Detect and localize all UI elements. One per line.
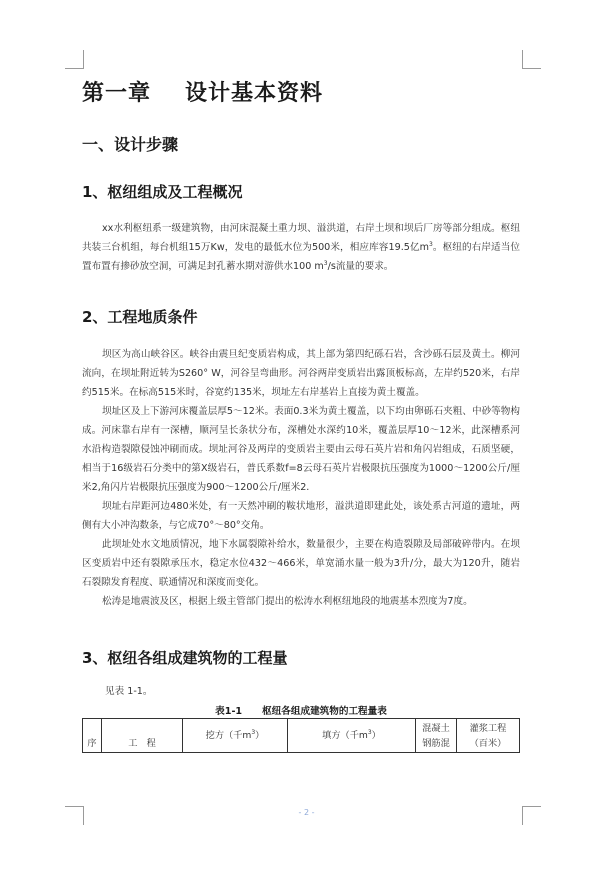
table-reference-note: 见表 1-1。	[105, 686, 153, 697]
table-caption	[82, 703, 520, 717]
subsection-heading-1: 1、枢纽组成及工程概况	[82, 183, 243, 201]
col-concrete: 混凝土 钢筋混	[416, 719, 457, 753]
quantities-table	[82, 718, 520, 753]
col-grouting: 灌浆工程 （百米）	[457, 719, 520, 753]
page-number: - 2 -	[298, 808, 315, 817]
col-excavation: 挖方（千$m^3$）	[183, 719, 288, 753]
table-caption-title: 枢纽各组成建筑物的工程量表	[262, 706, 387, 717]
table-caption-number: 表1-1	[215, 706, 243, 717]
chapter-heading	[82, 76, 323, 107]
geology-paragraph: 松涛是地震波及区，根据上级主管部门提出的松涛水利枢纽地段的地震基本烈度为7度。	[102, 596, 473, 607]
subsection-heading-2: 2、工程地质条件	[82, 308, 198, 326]
table-header-row	[83, 719, 520, 753]
corner-mark-top-left	[65, 50, 84, 69]
geology-paragraph: 坝址区及上下游河床覆盖层厚5～12米。表面0.3米为黄土覆盖，以下均由卵砾石夹粗、中砂等物构成。河床靠右岸有一深槽，顺河呈长条状分布，深槽处水深约10米，覆盖层厚10～12米，此深槽系河水沿构造裂隙侵蚀冲刷而成。坝址河谷及两岸的变质岩主要由云母石英片岩和角闪岩组成，石质坚硬，相当于16级岩石分类中的第X级岩石，普氏系数f=8云母石英片岩极限抗压强度为1000～1200公斤/厘米2,角闪片岩极限抗压强度为900～1200公斤/厘米2.	[82, 406, 520, 493]
geology-paragraph: 坝区为高山峡谷区。峡谷由震旦纪变质岩构成，其上部为第四纪砾石岩，含沙砾石层及黄土。柳河流向，在坝址附近转为S260° W，河谷呈弯曲形。河谷两岸变质岩出露顶板标高，左岸约520米，右岸约515米。在标高515米时，谷宽约135米，坝址左右岸基岩上直接为黄土覆盖。	[82, 349, 520, 398]
chapter-number: 第一章	[82, 80, 152, 106]
subsection-heading-3: 3、枢纽各组成建筑物的工程量	[82, 649, 288, 667]
corner-mark-top-right	[522, 50, 541, 69]
chapter-title: 设计基本资料	[185, 80, 324, 106]
geology-paragraph: 此坝址处水文地质情况，地下水属裂隙补给水，数量很少，主要在构造裂隙及局部破碎带内。在坝区变质岩中还有裂隙承压水，稳定水位432～466米，单宽涌水量一般为3升/分，最大为120升，随岩石裂隙发育程度、联通情况和深度而变化。	[82, 539, 520, 588]
col-project: 工 程	[102, 719, 183, 753]
overview-paragraph: xx水利枢纽系一级建筑物，由河床混凝土重力坝、溢洪道，右岸土坝和坝后厂房等部分组成。枢纽共装三台机组，每台机组15万Kw，发电的最低水位为500米，相应库容19.5亿$m^3$。枢纽的右岸适当位置布置有掺砂放空洞，可满足封孔蓄水期对游供水100 $m^3/s$流量的要求。	[82, 223, 520, 272]
geology-paragraphs	[82, 345, 520, 611]
geology-paragraph: 坝址右岸距河边480米处，有一天然冲刷的鞍状地形，溢洪道即建此处，该处系古河道的遗址，两侧有大小冲沟数条，与它成70°～80°交角。	[82, 501, 520, 531]
section-heading: 一、设计步骤	[82, 135, 179, 154]
col-fill: 填方（千$m^3$）	[288, 719, 416, 753]
col-seq: 序	[83, 719, 102, 753]
